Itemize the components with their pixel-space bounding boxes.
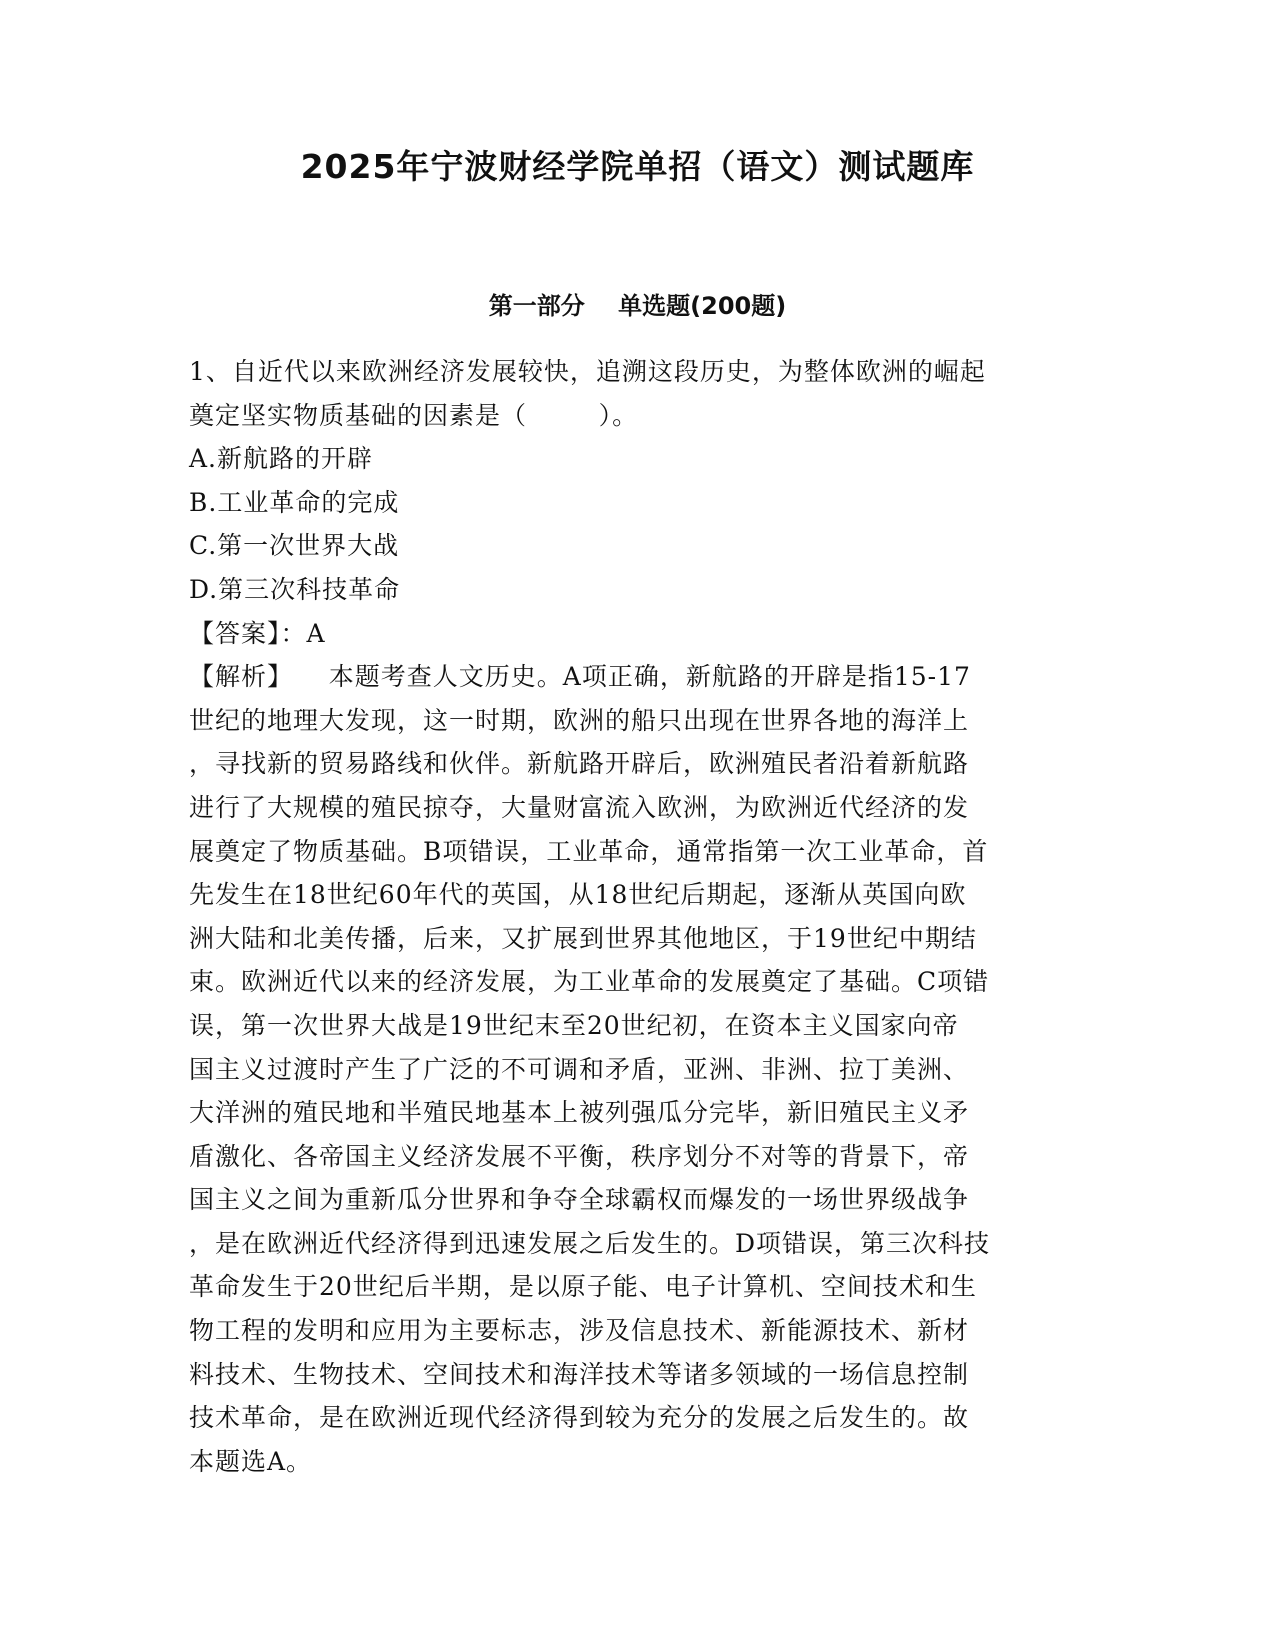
analysis-line: 盾激化、各帝国主义经济发展不平衡，秩序划分不对等的背景下，帝 — [189, 1141, 970, 1171]
option-a: A.新航路的开辟 — [189, 444, 374, 474]
option-c: C.第一次世界大战 — [189, 531, 400, 561]
question-stem-line: 奠定坚实物质基础的因素是（ ）。 — [189, 400, 639, 430]
analysis-line: 大洋洲的殖民地和半殖民地基本上被列强瓜分完毕，新旧殖民主义矛 — [189, 1098, 970, 1128]
analysis-line: ，是在欧洲近代经济得到迅速发展之后发生的。D项错误，第三次科技 — [189, 1228, 991, 1258]
analysis-line: 先发生在18世纪60年代的英国，从18世纪后期起，逐渐从英国向欧 — [189, 880, 967, 910]
option-d: D.第三次科技革命 — [189, 574, 401, 604]
analysis-line: 【解析】 本题考查人文历史。A项正确，新航路的开辟是指15-17 — [189, 662, 971, 692]
question-stem-line: 1、自近代以来欧洲经济发展较快，追溯这段历史，为整体欧洲的崛起 — [189, 357, 986, 386]
analysis-line: 束。欧洲近代以来的经济发展，为工业革命的发展奠定了基础。C项错 — [189, 967, 990, 997]
analysis-line: ，寻找新的贸易路线和伙伴。新航路开辟后，欧洲殖民者沿着新航路 — [189, 749, 970, 779]
analysis-line: 物工程的发明和应用为主要标志，涉及信息技术、新能源技术、新材 — [189, 1316, 970, 1346]
analysis-line: 误，第一次世界大战是19世纪末至20世纪初，在资本主义国家向帝 — [189, 1010, 959, 1040]
analysis-line: 展奠定了物质基础。B项错误，工业革命，通常指第一次工业革命，首 — [189, 836, 989, 866]
analysis-line: 国主义之间为重新瓜分世界和争夺全球霸权而爆发的一场世界级战争 — [189, 1185, 970, 1215]
answer-line: 【答案】：A — [189, 618, 326, 648]
analysis-line: 进行了大规模的殖民掠夺，大量财富流入欧洲，为欧洲近代经济的发 — [189, 792, 970, 822]
analysis-line: 料技术、生物技术、空间技术和海洋技术等诸多领域的一场信息控制 — [189, 1359, 970, 1389]
analysis-line: 国主义过渡时产生了广泛的不可调和矛盾，亚洲、非洲、拉丁美洲、 — [189, 1054, 970, 1084]
analysis-line: 洲大陆和北美传播，后来，又扩展到世界其他地区，于19世纪中期结 — [189, 923, 977, 953]
question-block — [189, 350, 1089, 1483]
section-title: 第一部分 单选题(200题) — [488, 292, 787, 320]
option-b: B.工业革命的完成 — [189, 487, 400, 517]
analysis-line: 技术革命，是在欧洲近现代经济得到较为充分的发展之后发生的。故 — [189, 1403, 970, 1433]
analysis-line: 革命发生于20世纪后半期，是以原子能、电子计算机、空间技术和生 — [189, 1272, 977, 1302]
analysis-line: 世纪的地理大发现，这一时期，欧洲的船只出现在世界各地的海洋上 — [189, 705, 970, 735]
document-title: 2025年宁波财经学院单招（语文）测试题库 — [300, 147, 975, 186]
analysis-line: 本题选A。 — [189, 1446, 313, 1476]
